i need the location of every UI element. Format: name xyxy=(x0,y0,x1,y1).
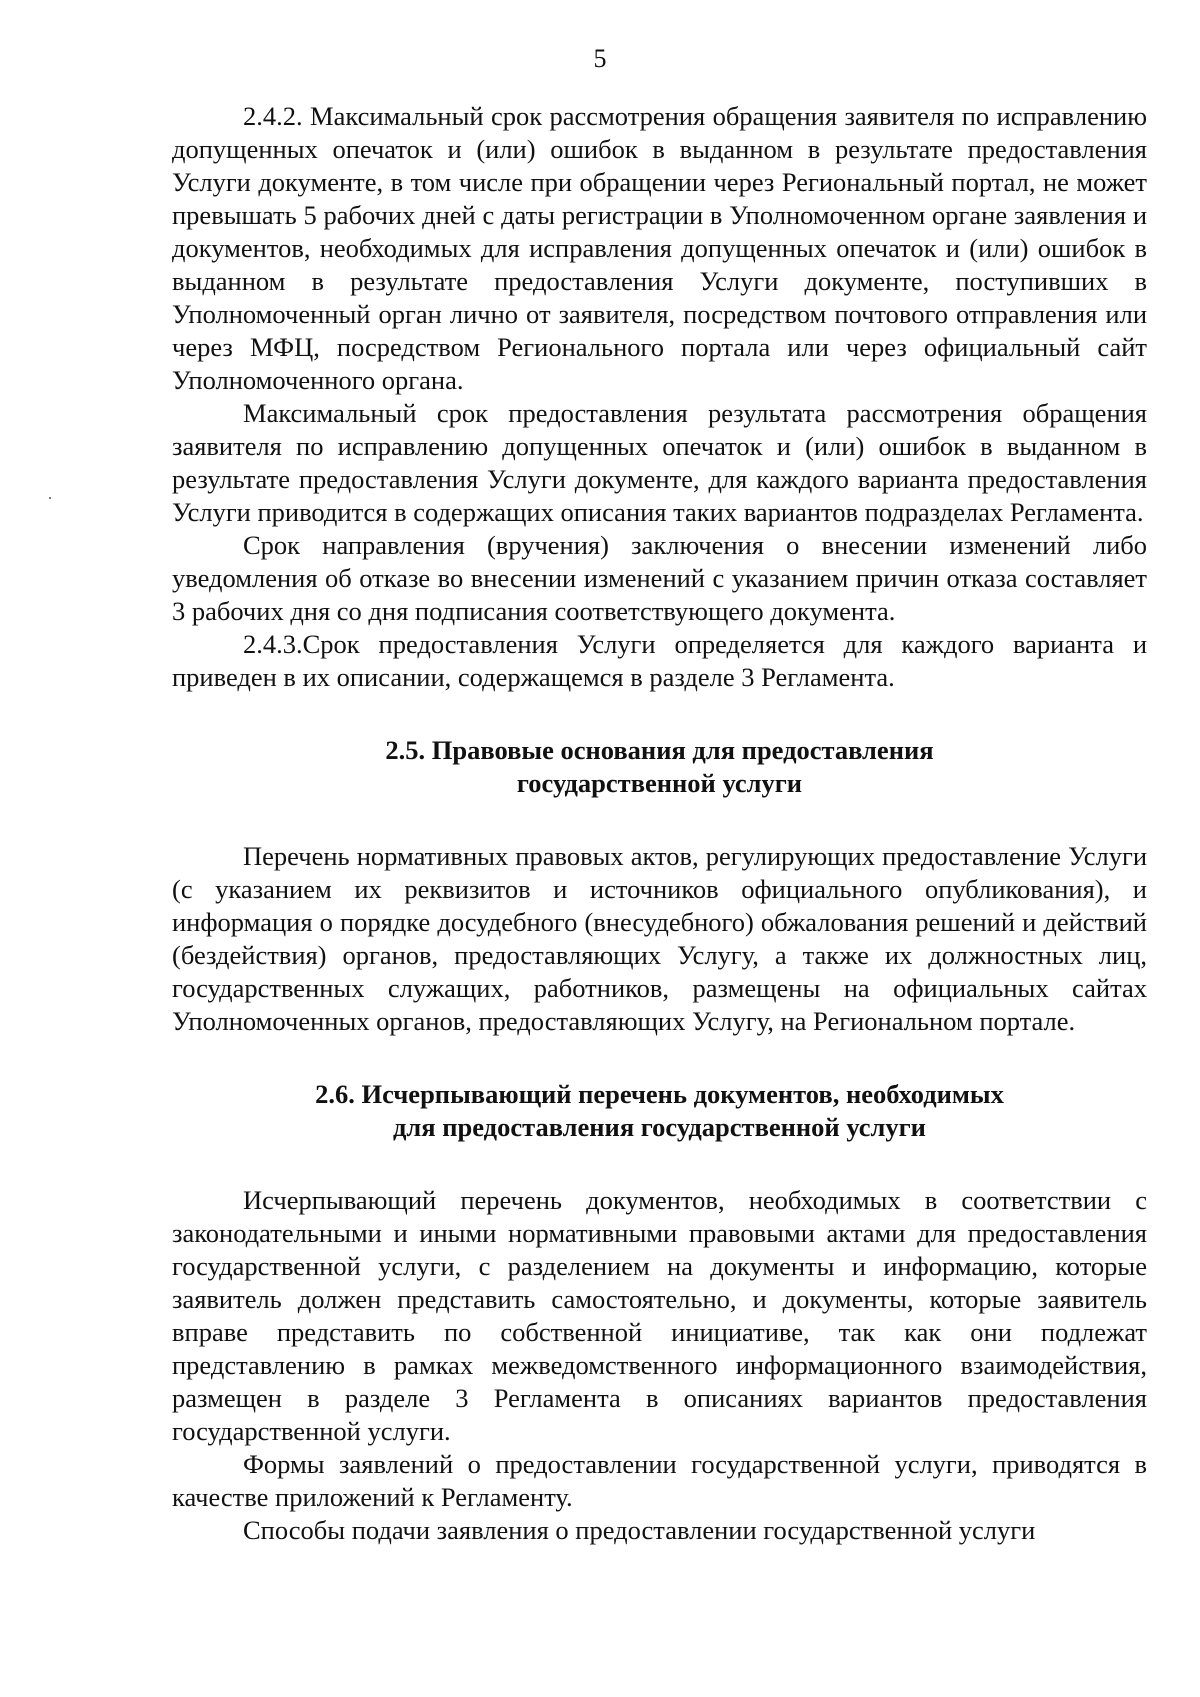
heading-2-5-line-1: 2.5. Правовые основания для предоставления xyxy=(385,735,934,765)
scan-speck xyxy=(49,497,51,499)
heading-2-5-line-2: государственной услуги xyxy=(516,768,803,798)
heading-2-6 xyxy=(172,1078,1147,1144)
heading-2-6-line-2: для предоставления государственной услуги xyxy=(393,1112,926,1142)
paragraph-conclusion-term: Срок направления (вручения) заключения о внесении изменений либо уведомления об отказе во внесении изменений с указанием причин отказа составляет 3 рабочих дня со дня подписания соответствующего документа. xyxy=(172,530,1147,626)
paragraph-2-4-2: 2.4.2. Максимальный срок рассмотрения обращения заявителя по исправлению допущенных опечаток и (или) ошибок в выданном в результате предоставления Услуги документе, в том числе при обращении через Региональный портал, не может превышать 5 рабочих дней с даты регистрации в Уполномоченном органе заявления и документов, необходимых для исправления допущенных опечаток и (или) ошибок в выданном в результате предоставления Услуги документе, поступивших в Уполномоченный орган лично от заявителя, посредством почтового отправления или через МФЦ, посредством Регионального портала или через официальный сайт Уполномоченного органа. xyxy=(172,101,1147,395)
heading-2-6-line-1: 2.6. Исчерпывающий перечень документов, необходимых xyxy=(315,1079,1004,1109)
heading-2-5 xyxy=(172,734,1147,800)
paragraph-application-forms: Формы заявлений о предоставлении государственной услуги, приводятся в качестве приложений к Регламенту. xyxy=(172,1449,1147,1512)
page-content xyxy=(172,100,1147,1547)
page-number: 5 xyxy=(593,44,607,73)
paragraph-2-4-3: 2.4.3.Срок предоставления Услуги определяется для каждого варианта и приведен в их описании, содержащемся в разделе 3 Регламента. xyxy=(172,629,1147,692)
paragraph-submission-methods: Способы подачи заявления о предоставлении государственной услуги xyxy=(243,1515,1036,1545)
paragraph-documents-list: Исчерпывающий перечень документов, необходимых в соответствии с законодательными и иными нормативными правовыми актами для предоставления государственной услуги, с разделением на документы и информацию, которые заявитель должен представить самостоятельно, и документы, которые заявитель вправе представить по собственной инициативе, так как они подлежат представлению в рамках межведомственного информационного взаимодействия, размещен в разделе 3 Регламента в описаниях вариантов предоставления государственной услуги. xyxy=(172,1185,1147,1446)
paragraph-legal-acts: Перечень нормативных правовых актов, регулирующих предоставление Услуги (с указанием их реквизитов и источников официального опубликования), и информация о порядке досудебного (внесудебного) обжалования решений и действий (бездействия) органов, предоставляющих Услугу, а также их должностных лиц, государственных служащих, работников, размещены на официальных сайтах Уполномоченных органов, предоставляющих Услугу, на Региональном портале. xyxy=(172,841,1147,1036)
paragraph-max-term-result: Максимальный срок предоставления результата рассмотрения обращения заявителя по исправлению допущенных опечаток и (или) ошибок в выданном в результате предоставления Услуги документе, для каждого варианта предоставления Услуги приводится в содержащих описания таких вариантов подразделах Регламента. xyxy=(172,398,1147,527)
